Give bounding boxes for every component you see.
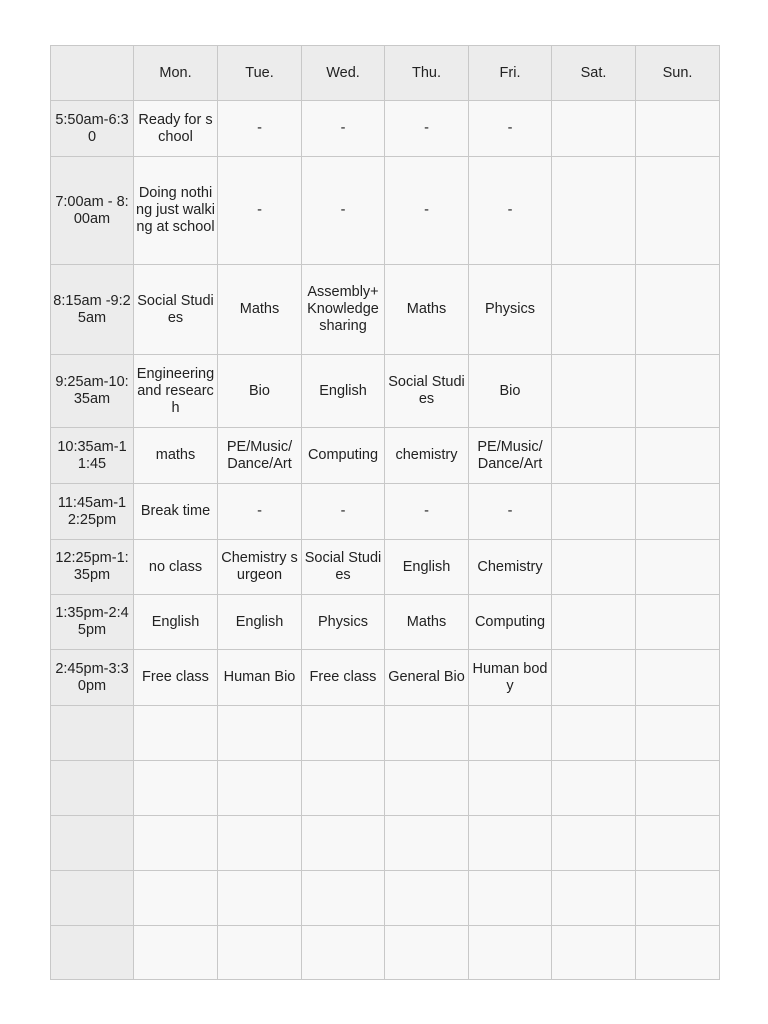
table-row xyxy=(51,101,720,157)
slot-cell-sat xyxy=(552,816,636,871)
time-cell: 7:00am - 8:00am xyxy=(51,157,134,265)
table-row xyxy=(51,484,720,540)
slot-cell-tue: Maths xyxy=(218,265,302,355)
day-header-mon: Mon. xyxy=(134,46,218,101)
slot-cell-mon: Ready for school xyxy=(134,101,218,157)
slot-cell-tue: Chemistry surgeon xyxy=(218,540,302,595)
time-cell: 10:35am-11:45 xyxy=(51,428,134,484)
slot-cell-mon: no class xyxy=(134,540,218,595)
slot-cell-sun xyxy=(636,484,720,540)
table-row xyxy=(51,540,720,595)
slot-cell-sat xyxy=(552,157,636,265)
slot-cell-fri xyxy=(469,926,552,980)
slot-cell-fri: Human body xyxy=(469,650,552,706)
slot-cell-fri: - xyxy=(469,101,552,157)
slot-cell-sat xyxy=(552,540,636,595)
slot-cell-tue: Human Bio xyxy=(218,650,302,706)
slot-cell-mon: Doing nothing just walking at school xyxy=(134,157,218,265)
slot-cell-thu xyxy=(385,871,469,926)
slot-cell-sun xyxy=(636,650,720,706)
slot-cell-tue: PE/Music/ Dance/Art xyxy=(218,428,302,484)
slot-cell-wed: - xyxy=(302,484,385,540)
table-row xyxy=(51,428,720,484)
slot-cell-wed xyxy=(302,761,385,816)
slot-cell-tue xyxy=(218,816,302,871)
slot-cell-sun xyxy=(636,706,720,761)
slot-cell-sun xyxy=(636,540,720,595)
slot-cell-thu: Maths xyxy=(385,265,469,355)
slot-cell-tue: - xyxy=(218,484,302,540)
slot-cell-fri: PE/Music/ Dance/Art xyxy=(469,428,552,484)
time-cell xyxy=(51,926,134,980)
slot-cell-tue xyxy=(218,871,302,926)
slot-cell-sat xyxy=(552,101,636,157)
slot-cell-wed: English xyxy=(302,355,385,428)
slot-cell-fri: Chemistry xyxy=(469,540,552,595)
slot-cell-thu xyxy=(385,761,469,816)
slot-cell-sun xyxy=(636,595,720,650)
slot-cell-wed: Assembly+Knowledge sharing xyxy=(302,265,385,355)
table-row xyxy=(51,157,720,265)
slot-cell-sun xyxy=(636,871,720,926)
slot-cell-sun xyxy=(636,761,720,816)
slot-cell-sun xyxy=(636,355,720,428)
day-header-fri: Fri. xyxy=(469,46,552,101)
table-row xyxy=(51,355,720,428)
slot-cell-fri: - xyxy=(469,157,552,265)
slot-cell-sat xyxy=(552,871,636,926)
slot-cell-mon xyxy=(134,761,218,816)
time-cell: 1:35pm-2:45pm xyxy=(51,595,134,650)
slot-cell-sun xyxy=(636,816,720,871)
slot-cell-fri xyxy=(469,816,552,871)
table-row xyxy=(51,871,720,926)
slot-cell-thu xyxy=(385,926,469,980)
slot-cell-mon xyxy=(134,706,218,761)
slot-cell-mon: maths xyxy=(134,428,218,484)
slot-cell-wed: Free class xyxy=(302,650,385,706)
time-cell: 5:50am-6:30 xyxy=(51,101,134,157)
slot-cell-wed: - xyxy=(302,157,385,265)
slot-cell-wed xyxy=(302,816,385,871)
time-cell: 8:15am -9:25am xyxy=(51,265,134,355)
slot-cell-wed: Physics xyxy=(302,595,385,650)
slot-cell-mon xyxy=(134,871,218,926)
slot-cell-mon: English xyxy=(134,595,218,650)
slot-cell-sat xyxy=(552,650,636,706)
slot-cell-thu: - xyxy=(385,101,469,157)
time-cell: 11:45am-12:25pm xyxy=(51,484,134,540)
slot-cell-mon xyxy=(134,926,218,980)
slot-cell-thu: Social Studies xyxy=(385,355,469,428)
slot-cell-wed xyxy=(302,871,385,926)
timetable xyxy=(50,45,720,980)
day-header-tue: Tue. xyxy=(218,46,302,101)
table-row xyxy=(51,265,720,355)
slot-cell-fri: Bio xyxy=(469,355,552,428)
slot-cell-tue: Bio xyxy=(218,355,302,428)
slot-cell-sun xyxy=(636,926,720,980)
slot-cell-fri xyxy=(469,706,552,761)
table-row xyxy=(51,595,720,650)
table-row xyxy=(51,706,720,761)
slot-cell-sun xyxy=(636,101,720,157)
table-row xyxy=(51,761,720,816)
time-cell xyxy=(51,871,134,926)
corner-cell xyxy=(51,46,134,101)
slot-cell-wed: Computing xyxy=(302,428,385,484)
slot-cell-thu: English xyxy=(385,540,469,595)
slot-cell-fri: - xyxy=(469,484,552,540)
slot-cell-tue xyxy=(218,761,302,816)
day-header-sun: Sun. xyxy=(636,46,720,101)
day-header-thu: Thu. xyxy=(385,46,469,101)
slot-cell-sun xyxy=(636,428,720,484)
day-header-wed: Wed. xyxy=(302,46,385,101)
day-header-sat: Sat. xyxy=(552,46,636,101)
table-row xyxy=(51,926,720,980)
slot-cell-sat xyxy=(552,428,636,484)
slot-cell-sat xyxy=(552,706,636,761)
slot-cell-thu xyxy=(385,706,469,761)
table-row xyxy=(51,816,720,871)
slot-cell-tue xyxy=(218,926,302,980)
table-row xyxy=(51,650,720,706)
slot-cell-fri xyxy=(469,761,552,816)
slot-cell-sat xyxy=(552,355,636,428)
slot-cell-fri xyxy=(469,871,552,926)
slot-cell-sun xyxy=(636,265,720,355)
slot-cell-wed xyxy=(302,926,385,980)
slot-cell-tue: - xyxy=(218,157,302,265)
time-cell: 12:25pm-1:35pm xyxy=(51,540,134,595)
slot-cell-mon: Social Studies xyxy=(134,265,218,355)
time-cell xyxy=(51,706,134,761)
slot-cell-thu: - xyxy=(385,157,469,265)
slot-cell-tue xyxy=(218,706,302,761)
slot-cell-mon xyxy=(134,816,218,871)
slot-cell-sat xyxy=(552,265,636,355)
time-cell xyxy=(51,816,134,871)
slot-cell-fri: Computing xyxy=(469,595,552,650)
slot-cell-thu: chemistry xyxy=(385,428,469,484)
slot-cell-fri: Physics xyxy=(469,265,552,355)
slot-cell-thu xyxy=(385,816,469,871)
slot-cell-sat xyxy=(552,761,636,816)
slot-cell-sat xyxy=(552,595,636,650)
header-row xyxy=(51,46,720,101)
slot-cell-mon: Free class xyxy=(134,650,218,706)
slot-cell-tue: - xyxy=(218,101,302,157)
slot-cell-mon: Break time xyxy=(134,484,218,540)
slot-cell-sat xyxy=(552,926,636,980)
slot-cell-wed: - xyxy=(302,101,385,157)
time-cell: 9:25am-10:35am xyxy=(51,355,134,428)
slot-cell-tue: English xyxy=(218,595,302,650)
slot-cell-mon: Engineering and research xyxy=(134,355,218,428)
slot-cell-thu: General Bio xyxy=(385,650,469,706)
slot-cell-sat xyxy=(552,484,636,540)
time-cell xyxy=(51,761,134,816)
time-cell: 2:45pm-3:30pm xyxy=(51,650,134,706)
slot-cell-wed xyxy=(302,706,385,761)
slot-cell-wed: Social Studies xyxy=(302,540,385,595)
slot-cell-sun xyxy=(636,157,720,265)
slot-cell-thu: - xyxy=(385,484,469,540)
slot-cell-thu: Maths xyxy=(385,595,469,650)
